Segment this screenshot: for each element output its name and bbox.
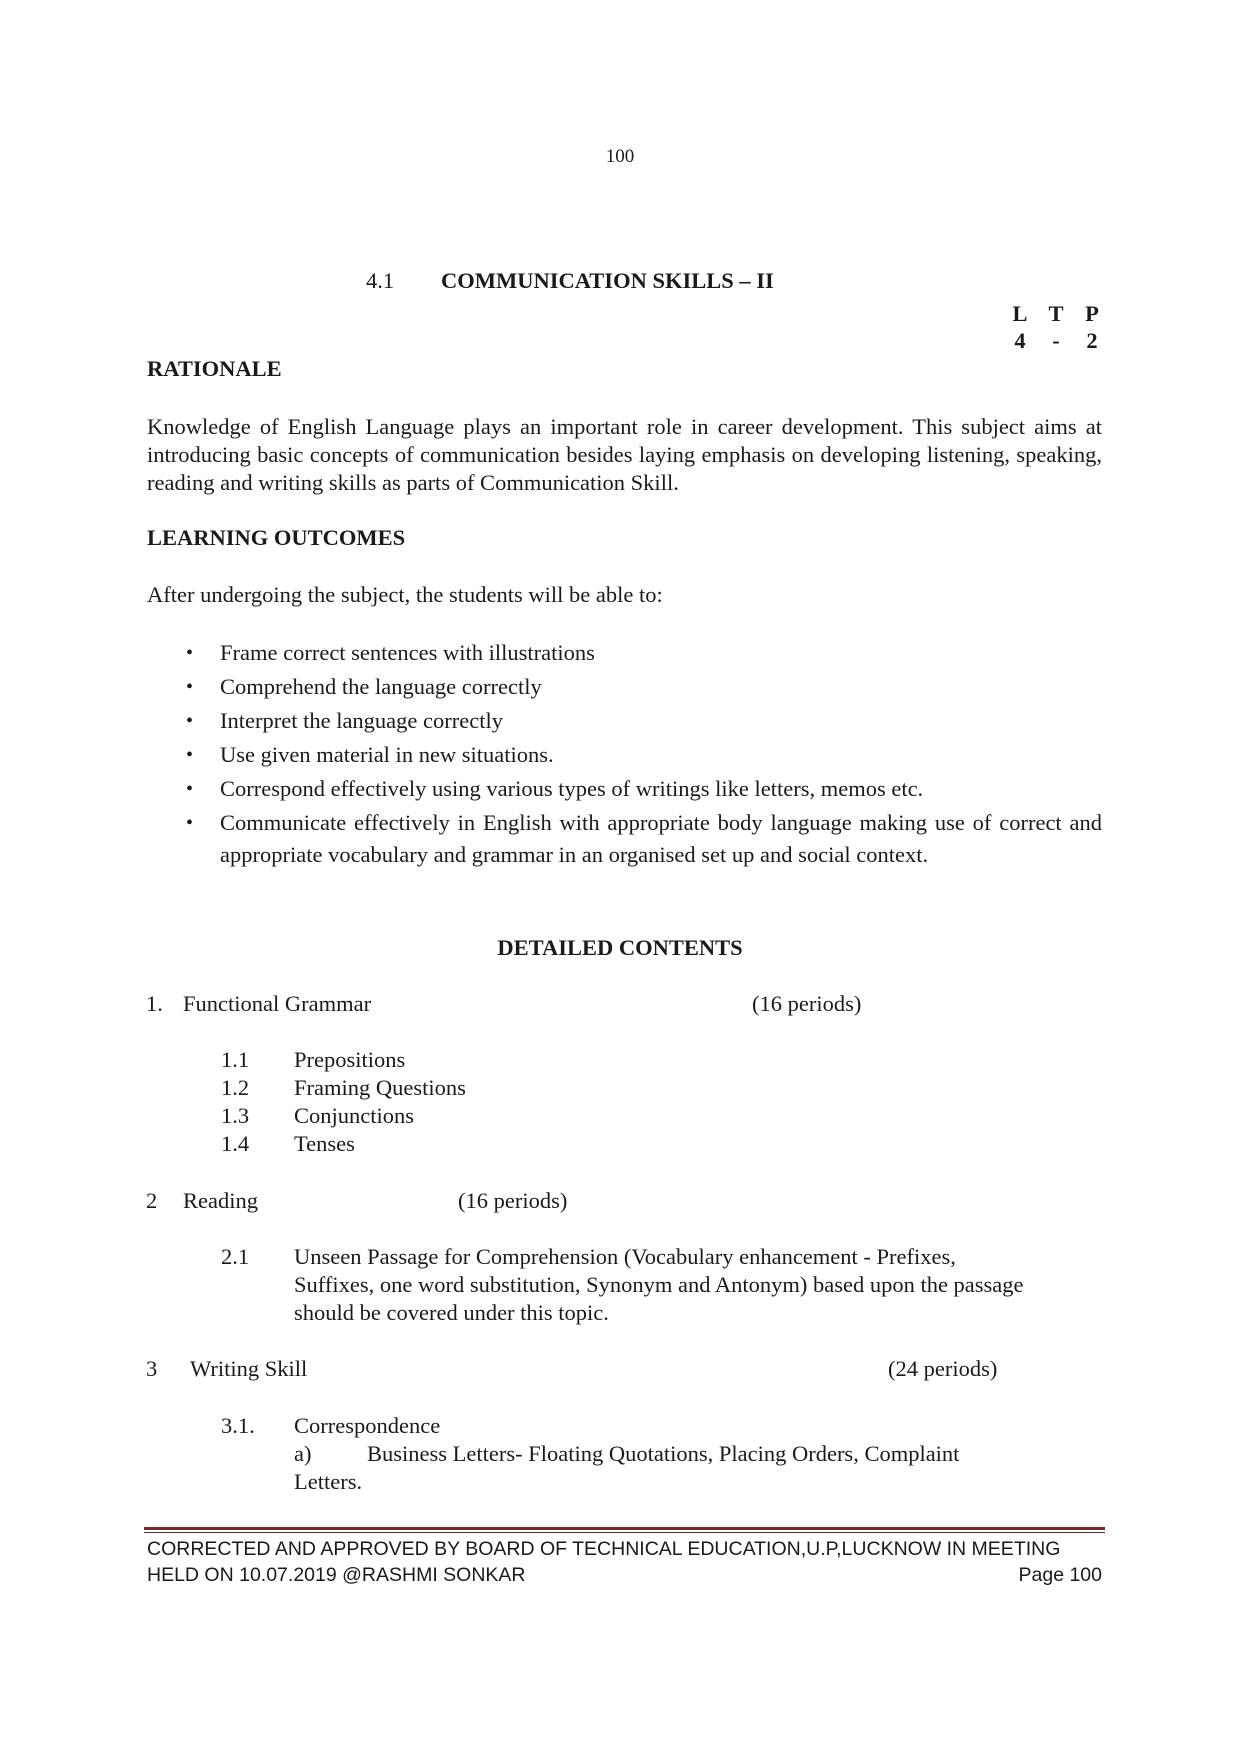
ltp-header-p: P (1085, 301, 1099, 326)
ltp-values (1010, 328, 1102, 354)
outcome-text: Communicate effectively in English with appropriate body language making use of correct and appropriate vocabulary and grammar in an organised set up and social context. (220, 810, 1102, 867)
unit-number: 2 (146, 1188, 158, 1213)
learning-outcomes-list (182, 637, 1102, 873)
unit-title: Reading (183, 1188, 258, 1213)
unit-periods: (16 periods) (752, 991, 862, 1016)
subtopic-text: Correspondence (294, 1413, 441, 1438)
subtopic-number: 1.2 (221, 1075, 250, 1100)
subtopic-number: 1.1 (221, 1047, 250, 1072)
unit-periods: (24 periods) (888, 1356, 998, 1381)
footer-divider-thin (144, 1532, 1105, 1533)
bullet-icon: • (186, 778, 194, 800)
page-number: 100 (605, 146, 635, 167)
subtopic-item-text: Business Letters- Floating Quotations, Placing Orders, Complaint (367, 1441, 960, 1466)
list-item (182, 773, 1102, 805)
subtopic-number: 2.1 (221, 1244, 250, 1269)
subject-number: 4.1 (366, 268, 395, 293)
ltp-headers (1010, 301, 1102, 327)
subtopic-item-cont: Letters. (294, 1469, 363, 1494)
ltp-header-l: L (1012, 301, 1028, 326)
ltp-value-l: 4 (1014, 328, 1026, 353)
outcome-text: Correspond effectively using various types of writings like letters, memos etc. (220, 776, 924, 801)
list-item (182, 807, 1102, 871)
subtopic-item-label: a) (294, 1441, 312, 1466)
list-item (182, 671, 1102, 703)
footer-page-label: Page 100 (1018, 1564, 1102, 1586)
bullet-icon: • (186, 744, 194, 766)
subtopic-text: Tenses (294, 1131, 355, 1156)
bullet-icon: • (186, 812, 194, 834)
subtopic-text-line: Suffixes, one word substitution, Synonym and Antonym) based upon the passage (294, 1272, 1024, 1297)
subtopic-number: 1.3 (221, 1103, 250, 1128)
outcome-text: Frame correct sentences with illustrations (220, 640, 595, 665)
footer-line-1: CORRECTED AND APPROVED BY BOARD OF TECHNICAL EDUCATION,U.P,LUCKNOW IN MEETING (147, 1538, 1061, 1560)
learning-outcomes-heading: LEARNING OUTCOMES (147, 525, 406, 550)
unit-number: 3 (146, 1356, 158, 1381)
ltp-value-p: 2 (1086, 328, 1098, 353)
subtopic-text: Prepositions (294, 1047, 406, 1072)
subtopic-number: 1.4 (221, 1131, 250, 1156)
subtopic-text: Conjunctions (294, 1103, 415, 1128)
bullet-icon: • (186, 642, 194, 664)
unit-title: Functional Grammar (183, 991, 372, 1016)
subject-title: COMMUNICATION SKILLS – II (441, 268, 774, 293)
list-item (182, 637, 1102, 669)
bullet-icon: • (186, 710, 194, 732)
list-item (182, 739, 1102, 771)
footer-line-2: HELD ON 10.07.2019 @RASHMI SONKAR (147, 1564, 526, 1586)
footer-divider (144, 1527, 1105, 1530)
learning-outcomes-intro: After undergoing the subject, the students will be able to: (147, 582, 663, 607)
ltp-header-t: T (1048, 301, 1064, 326)
bullet-icon: • (186, 676, 194, 698)
subtopic-text-line: should be covered under this topic. (294, 1300, 609, 1325)
rationale-heading: RATIONALE (147, 356, 282, 381)
outcome-text: Use given material in new situations. (220, 742, 554, 767)
unit-title: Writing Skill (190, 1356, 308, 1381)
subtopic-number: 3.1. (221, 1413, 255, 1438)
ltp-value-t: - (1052, 328, 1060, 353)
unit-number: 1. (146, 991, 163, 1016)
unit-periods: (16 periods) (458, 1188, 568, 1213)
rationale-text: Knowledge of English Language plays an important role in career development. This subject aims at introducing basic concepts of communication besides laying emphasis on developing listening, speaking, reading and writing skills as parts of Communication Skill. (147, 414, 1102, 495)
subtopic-text-line: Unseen Passage for Comprehension (Vocabulary enhancement - Prefixes, (294, 1244, 956, 1269)
subtopic-text: Framing Questions (294, 1075, 466, 1100)
list-item (182, 705, 1102, 737)
outcome-text: Comprehend the language correctly (220, 674, 542, 699)
detailed-contents-heading: DETAILED CONTENTS (497, 935, 743, 960)
outcome-text: Interpret the language correctly (220, 708, 503, 733)
